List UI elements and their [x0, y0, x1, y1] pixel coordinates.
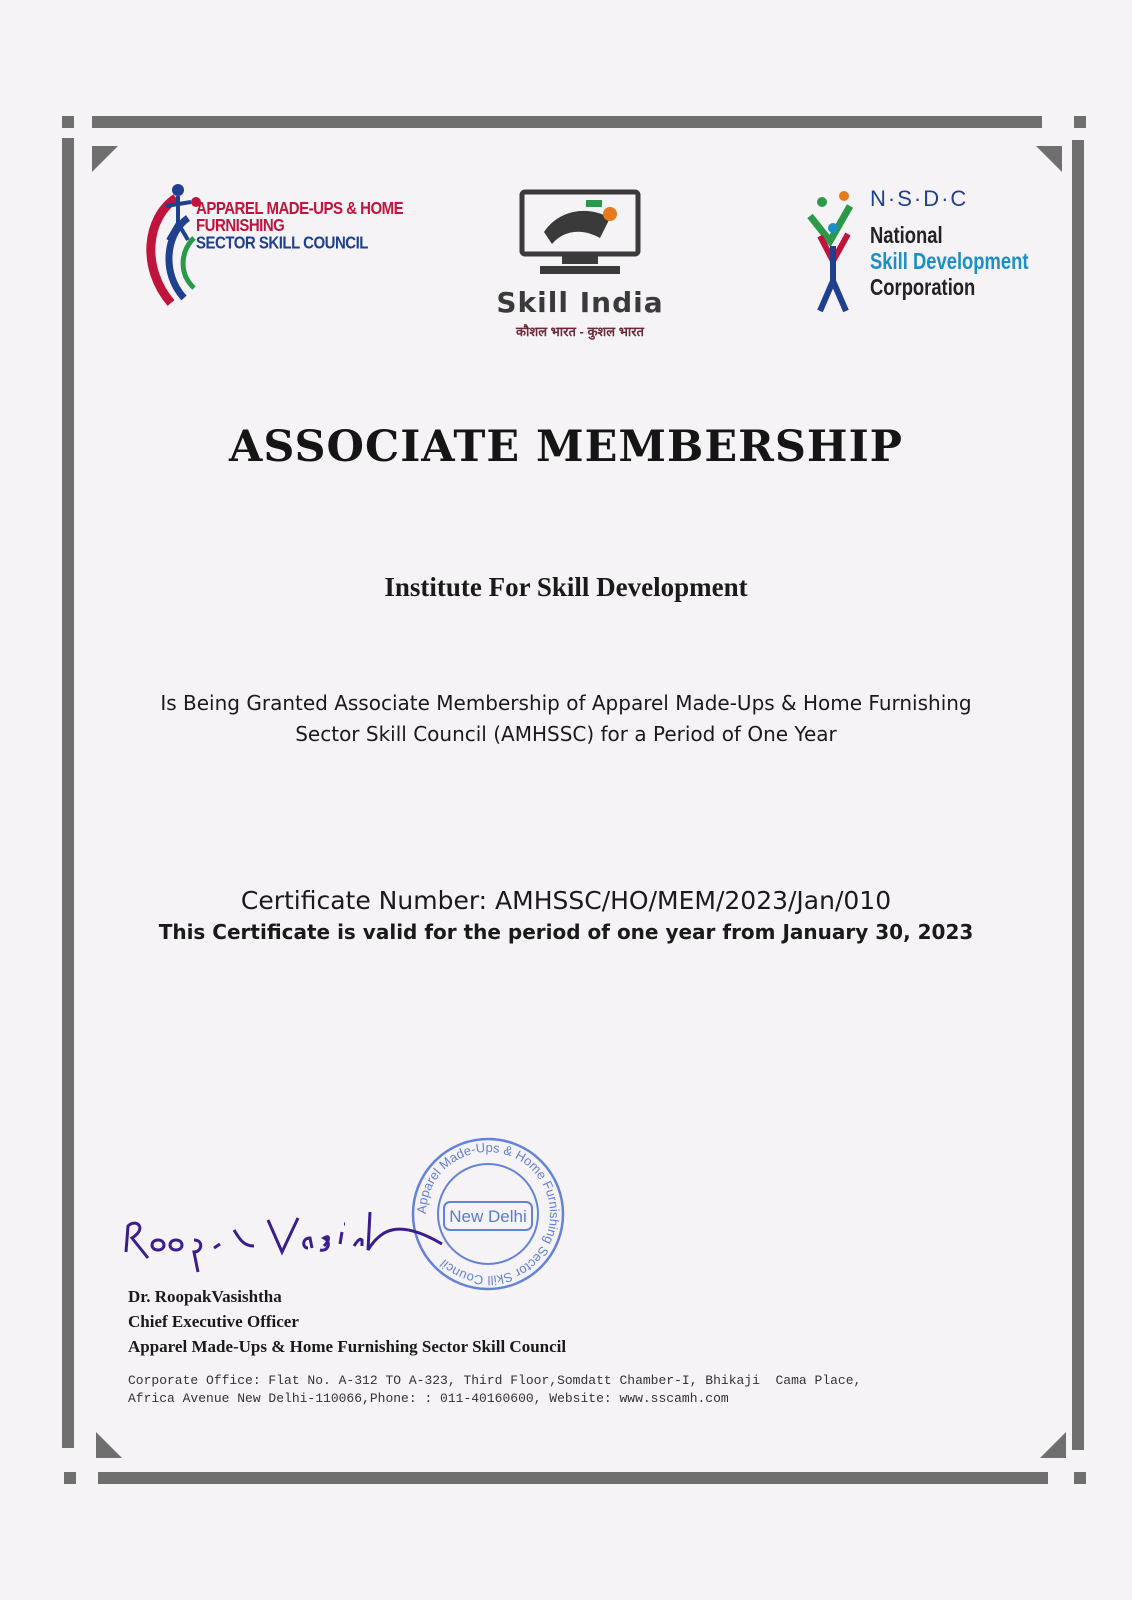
frame-left-border [62, 138, 74, 1448]
amhssc-logo-line2: SECTOR SKILL COUNCIL [196, 233, 368, 253]
grant-line2: Sector Skill Council (AMHSSC) for a Period of One Year [295, 722, 837, 746]
certificate-title: ASSOCIATE MEMBERSHIP [228, 422, 904, 472]
certificate-number: Certificate Number: AMHSSC/HO/MEM/2023/Jan/010 [240, 886, 892, 915]
nsdc-line1: National [870, 222, 943, 248]
frame-corner-tl [62, 116, 74, 128]
frame-corner-bl [64, 1472, 76, 1484]
frame-corner-br [1074, 1472, 1086, 1484]
amhssc-logo-text [196, 200, 406, 252]
office-line1: Corporate Office: Flat No. A-312 TO A-323, Third Floor,Somdatt Chamber-I, Bhikaji Cama Place, [128, 1373, 862, 1388]
frame-triangle-tr [1036, 146, 1062, 172]
signatory-block [128, 1284, 566, 1359]
frame-right-border [1072, 140, 1084, 1450]
frame-bottom-border [98, 1472, 1048, 1484]
office-line2: Africa Avenue New Delhi-110066,Phone: : 011-40160600, Website: www.sscamh.com [128, 1391, 729, 1406]
frame-top-border [92, 116, 1042, 128]
grant-statement [120, 688, 1012, 750]
signatory-designation: Chief Executive Officer [128, 1312, 299, 1331]
seal-ring-text: Apparel Made-Ups & Home Furnishing Sector Skill Council [413, 1139, 563, 1289]
seal-center-text: New Delhi [449, 1207, 527, 1226]
signature-mark [118, 1200, 448, 1280]
frame-triangle-tl [92, 146, 118, 172]
nsdc-logo [800, 186, 1030, 316]
frame-corner-tr [1074, 116, 1086, 128]
amhssc-logo [136, 178, 406, 318]
skill-india-tagline: कौशल भारत - कुशल भारत [516, 324, 644, 339]
frame-triangle-bl [96, 1432, 122, 1458]
validity-statement: This Certificate is valid for the period of one year from January 30, 2023 [158, 920, 974, 944]
signatory-organization: Apparel Made-Ups & Home Furnishing Sector Skill Council [128, 1337, 567, 1356]
corporate-office-address [128, 1372, 1028, 1408]
frame-triangle-br [1040, 1432, 1066, 1458]
grant-line1: Is Being Granted Associate Membership of Apparel Made-Ups & Home Furnishing [160, 691, 972, 715]
signatory-name: Dr. RoopakVasishtha [128, 1287, 282, 1306]
skill-india-monitor-icon [460, 186, 700, 282]
institute-name: Institute For Skill Development [384, 572, 748, 602]
skill-india-wordmark: Skill India [496, 286, 664, 319]
nsdc-line3: Corporation [870, 274, 976, 300]
nsdc-figures-icon [800, 186, 866, 316]
nsdc-line2: Skill Development [870, 248, 1029, 274]
amhssc-logo-line1: APPAREL MADE-UPS & HOME FURNISHING [196, 198, 404, 236]
nsdc-abbreviation: N·S·D·C [870, 186, 969, 211]
skill-india-logo [460, 186, 700, 346]
